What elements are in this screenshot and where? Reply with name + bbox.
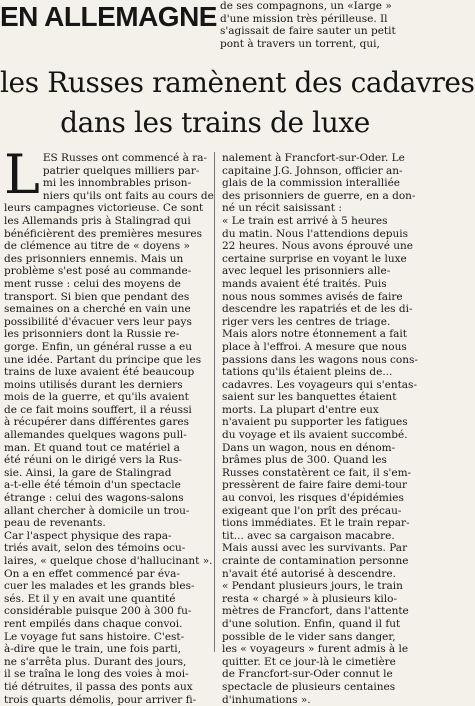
text-line: tit... avec sa cargaison macabre. — [222, 529, 395, 542]
text-line: Mais alors notre étonnement a fait — [222, 328, 407, 341]
text-line: niers qu'ils ont faits au cours de — [42, 189, 214, 202]
text-line: les « voyageurs » furent admis à le — [222, 643, 409, 656]
text-line: étrange : celui des wagons-salons — [4, 492, 184, 505]
text-line: d'une solution. Enfin, quand il fut — [222, 617, 401, 630]
text-line: allemandes quelques wagons pull- — [4, 429, 187, 442]
text-line: 22 heures. Nous avons éprouvé une — [222, 240, 413, 253]
text-line: mands avaient été traités. Puis — [222, 277, 387, 290]
text-line: leurs campagnes victorieuse. Ce sont — [4, 202, 204, 215]
text-line: n'avait été autorisé à descendre. — [222, 567, 396, 580]
text-line: descendre les rapatriés et de les di- — [222, 303, 413, 316]
text-line: bénéficièrent des premières mesures — [4, 227, 202, 240]
text-line: les prisonniers dont la Russie re- — [4, 328, 180, 341]
fragment-line: pont à travers un torrent, qui, — [220, 37, 380, 50]
text-line: ne s'arrêta plus. Durant des jours, — [4, 655, 187, 668]
text-line: moins utilisés durant les derniers — [4, 378, 183, 391]
text-line: brâmes plus de 300. Quand les — [222, 454, 387, 467]
text-line: morts. La plupart d'entre eux — [222, 403, 379, 416]
text-line: laires, « quelque chose d'hallucinant ». — [4, 555, 213, 567]
text-line: patrier quelques milliers par- — [42, 164, 200, 177]
headline-line-2: dans les trains de luxe — [60, 106, 370, 139]
text-line: sés. Et il y en avait une quantité — [4, 592, 176, 605]
text-line: crainte de contamination personne — [222, 555, 409, 567]
text-line: les Allemands pris à Stalingrad qui — [4, 214, 191, 227]
previous-article-fragment — [220, 0, 425, 52]
text-line: avec lequel les prisonniers alle- — [222, 265, 391, 278]
fragment-line: s'agissait de faire sauter un petit — [220, 25, 396, 38]
text-line: triés avait, selon des témoins ocu- — [4, 542, 186, 555]
dropcap-letter: L — [4, 143, 40, 206]
text-line: tié détruites, il passa des ponts aux — [4, 680, 193, 693]
text-line: du matin. Nous l'attendions depuis — [222, 227, 409, 240]
text-line: trains de luxe avaient été beaucoup — [4, 366, 195, 379]
text-line: né un récit saisissant : — [222, 202, 342, 215]
text-line: trois quarts démolis, pour arriver fi- — [4, 693, 197, 706]
text-line: tions immédiates. Et le train repar- — [222, 517, 410, 530]
text-line: glais de la commission interalliée — [222, 177, 401, 190]
text-line: Russes constatèrent ce fait, il s'em- — [222, 466, 412, 479]
text-line: semaines on a cherché en vain une — [4, 303, 191, 316]
text-line: transport. Si bien que pendant des — [4, 290, 190, 303]
text-line: riger vers les centres de triage. — [222, 315, 391, 328]
article-column-left — [4, 143, 214, 706]
text-line: une idée. Partant du principe que les — [4, 353, 202, 366]
text-line: pressèrent de faire faire demi-tour — [222, 479, 408, 492]
text-line: man. Et quand tout ce matériel a — [4, 441, 180, 454]
text-line: spectacle de plusieurs centaines — [222, 680, 396, 693]
text-line: Car l'aspect physique des rapa- — [4, 529, 172, 542]
text-line: rent empilés dans chaque convoi. — [4, 617, 183, 630]
text-line: passions dans les wagons nous cons- — [222, 353, 418, 366]
column-divider — [214, 152, 215, 652]
text-line: Le voyage fut sans histoire. C'est- — [4, 630, 185, 643]
text-line: à-dire que le train, une fois parti, — [4, 643, 181, 656]
text-line: n'avaient pu supporter les fatigues — [222, 416, 408, 429]
text-line: possibilité d'évacuer vers leur pays — [4, 315, 192, 328]
text-line: possible de le vider sans danger, — [222, 630, 396, 643]
text-line: « Pendant plusieurs jours, le train — [222, 580, 403, 593]
text-line: place à l'effroi. A mesure que nous — [222, 340, 407, 353]
text-line: du voyage et ils avaient succombé. — [222, 429, 408, 442]
text-line: allant chercher à domicile un trou- — [4, 504, 190, 517]
text-line: cadavres. Les voyageurs qui s'entas- — [222, 378, 417, 391]
text-line: nalement à Francfort-sur-Oder. Le — [222, 152, 405, 164]
dropcap-block — [4, 143, 214, 206]
right-column-text — [222, 152, 427, 706]
text-line: problème s'est posé au commande- — [4, 265, 192, 278]
fragment-line: de ses compagnons, un «Iarge » — [220, 0, 392, 12]
text-line: de Francfort-sur-Oder connut le — [222, 668, 393, 681]
text-line: des prisonniers ennemis. Mais un — [4, 252, 184, 265]
text-line: Mais aussi avec les survivants. Par — [222, 542, 408, 555]
text-line: mi les innombrables prison- — [42, 177, 192, 190]
section-kicker: EN ALLEMAGNE — [0, 1, 217, 32]
article-headline — [0, 66, 475, 140]
text-line: nous nous sommes avisés de faire — [222, 290, 403, 303]
text-line: Dans un wagon, nous en dénom- — [222, 441, 396, 454]
text-line: sie. Ainsi, la gare de Stalingrad — [4, 466, 172, 479]
text-line: quitter. Et ce jour-là le cimetière — [222, 655, 396, 668]
left-column-text — [4, 202, 213, 706]
text-line: « Le train est arrivé à 5 heures — [222, 214, 388, 227]
text-line: tations qu'ils étaient pleins de... — [222, 366, 393, 379]
text-line: capitaine J.G. Johnson, officier an- — [222, 164, 403, 177]
text-line: a-t-elle été témoin d'un spectacle — [4, 479, 181, 492]
text-line: été réuni on le dirigé vers la Rus- — [4, 454, 182, 467]
headline-line-1: les Russes ramènent des cadavres — [0, 66, 475, 99]
text-line: exigeant que l'on prît des précau- — [222, 504, 402, 517]
text-line: mois de la guerre, et qu'ils avaient — [4, 391, 189, 404]
text-line: de ce fait moins souffert, il a réussi — [4, 403, 192, 416]
text-line: cuer les malades et les grands bles- — [4, 580, 195, 593]
text-line: certaine surprise en voyant le luxe — [222, 252, 407, 265]
text-line: au convoi, les risques d'épidémies — [222, 492, 404, 505]
text-line: mètres de Francfort, dans l'attente — [222, 605, 409, 618]
text-line: ment russe : celui des moyens de — [4, 277, 181, 290]
fragment-line: d'une mission très périlleuse. Il — [220, 12, 388, 25]
text-line: gorge. Enfin, un général russe a eu — [4, 340, 192, 353]
article-column-right — [222, 152, 427, 706]
text-line: peau de revenants. — [4, 517, 106, 530]
text-line: On a en effet commencé par éva- — [4, 567, 180, 580]
text-line: d'inhumations ». — [222, 693, 311, 706]
text-line: à récupérer dans différentes gares — [4, 416, 189, 429]
text-line: saient sur les banquettes étaient — [222, 391, 397, 404]
text-line: considérable puisque 200 à 300 fu- — [4, 605, 192, 618]
text-line: resta « chargé » à plusieurs kilo- — [222, 592, 398, 605]
text-line: il se traîna le long des voies à moi- — [4, 668, 189, 681]
text-line: des prisonniers de guerre, en a don- — [222, 189, 416, 202]
text-line: ES Russes ont commencé à ra- — [42, 152, 208, 164]
text-line: de clémence au titre de « doyens » — [4, 240, 190, 253]
